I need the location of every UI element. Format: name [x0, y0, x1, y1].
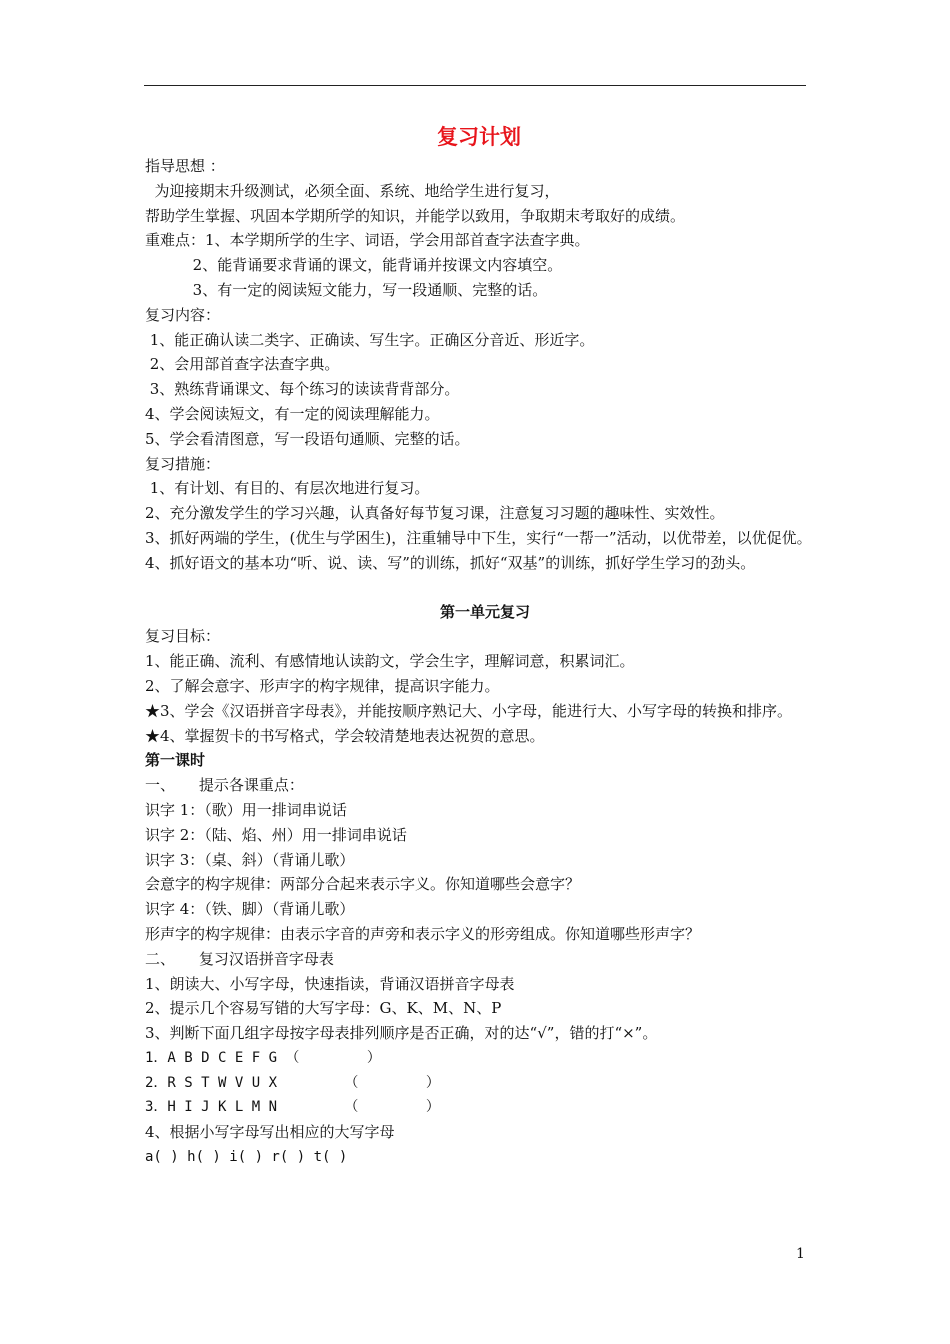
- text-line: 识字 1：（歌）用一排词串说话: [145, 800, 347, 819]
- measure-4: 4、抓好语文的基本功“听、说、读、写”的训练，抓好“双基”的训练，抓好学生学习的劲头。: [145, 553, 756, 572]
- text-line: 2、提示几个容易写错的大写字母：G、K、M、N、P: [145, 999, 502, 1018]
- text-line: 指导思想 ：: [145, 157, 225, 175]
- text-line: 会意字的构字规律：两部分合起来表示字义。你知道哪些会意字？: [145, 875, 581, 894]
- text-line: 复习内容：: [145, 305, 221, 324]
- goal-3: ★3、学会《汉语拼音字母表》，并能按顺序熟记大、小字母，能进行大、小写字母的转换和排序。: [145, 701, 793, 720]
- text-line: 识字 2：（陆、焰、州）用一排词串说话: [145, 825, 407, 844]
- text-line: 5、学会看清图意，写一段语句通顺、完整的话。: [145, 429, 470, 448]
- text-line: 形声字的构字规律：由表示字音的声旁和表示字义的形旁组成。你知道哪些形声字？: [145, 924, 701, 943]
- header-rule: [144, 85, 806, 86]
- letter-order-row: 3．H I J K L M N （ ）: [145, 1099, 440, 1116]
- lesson-heading: 第一课时: [145, 751, 206, 770]
- text-line: 1、朗读大、小写字母，快速指读，背诵汉语拼音字母表: [145, 974, 515, 993]
- text-line: 3、熟练背诵课文、每个练习的读读背背部分。: [145, 380, 460, 399]
- text-line: 识字 3：（桌、斜）（背诵儿歌）: [145, 850, 355, 869]
- letter-order-row: 1．A B D C E F G （ ）: [145, 1049, 381, 1066]
- text-line: 3、判断下面几组字母按字母表排列顺序是否正确，对的达“√”，错的打“×”。: [145, 1024, 658, 1043]
- text-line: 3、有一定的阅读短文能力，写一段通顺、完整的话。: [145, 280, 548, 299]
- plan-section: [145, 154, 825, 576]
- text-line: 帮助学生掌握、巩固本学期所学的知识，并能学以致用，争取期末考取好的成绩。: [145, 206, 686, 225]
- text-line: 2、能背诵要求背诵的课文，能背诵并按课文内容填空。: [145, 256, 563, 275]
- text-line: 复习措施：: [145, 454, 221, 473]
- document-body: [145, 120, 825, 1170]
- text-line: 4、学会阅读短文，有一定的阅读理解能力。: [145, 404, 440, 423]
- text-line: 二、 复习汉语拼音字母表: [145, 949, 334, 968]
- blanks-row: a( ) h( ) i( ) r( ) t( ): [145, 1149, 348, 1166]
- text-line: 复习目标：: [145, 627, 221, 646]
- goal-4: ★4、掌握贺卡的书写格式，学会较清楚地表达祝贺的意思。: [145, 726, 545, 745]
- letter-order-row: 2．R S T W V U X （ ）: [145, 1074, 440, 1091]
- page-number: 1: [796, 1246, 805, 1262]
- text-line: 2、充分激发学生的学习兴趣，认真备好每节复习课，注意复习习题的趣味性、实效性。: [145, 504, 725, 523]
- text-line: 1、有计划、有目的、有层次地进行复习。: [145, 479, 430, 498]
- unit-heading: 第一单元复习: [439, 602, 530, 621]
- text-line: 重难点：1、本学期所学的生字、词语，学会用部首查字法查字典。: [145, 231, 590, 250]
- text-line: 识字 4：（铁、脚）（背诵儿歌）: [145, 900, 355, 919]
- text-line: 1、能正确、流利、有感情地认读韵文，学会生字，理解词意，积累词汇。: [145, 652, 635, 671]
- exercise-4: 4、根据小写字母写出相应的大写字母: [145, 1123, 395, 1142]
- document-title: 复习计划: [437, 124, 521, 149]
- text-line: 1、能正确认读二类字、正确读、写生字。正确区分音近、形近字。: [145, 330, 595, 349]
- unit-section: [145, 624, 825, 1170]
- text-line: 一、 提示各课重点：: [145, 776, 304, 795]
- text-line: 2、会用部首查字法查字典。: [145, 355, 340, 374]
- text-line: 2、了解会意字、形声字的构字规律，提高识字能力。: [145, 676, 500, 695]
- text-line: 为迎接期末升级测试，必须全面、系统、地给学生进行复习，: [145, 181, 560, 200]
- measure-3: 3、抓好两端的学生，(优生与学困生)，注重辅导中下生，实行“一帮一”活动，以优带差，以优促优。: [145, 528, 812, 547]
